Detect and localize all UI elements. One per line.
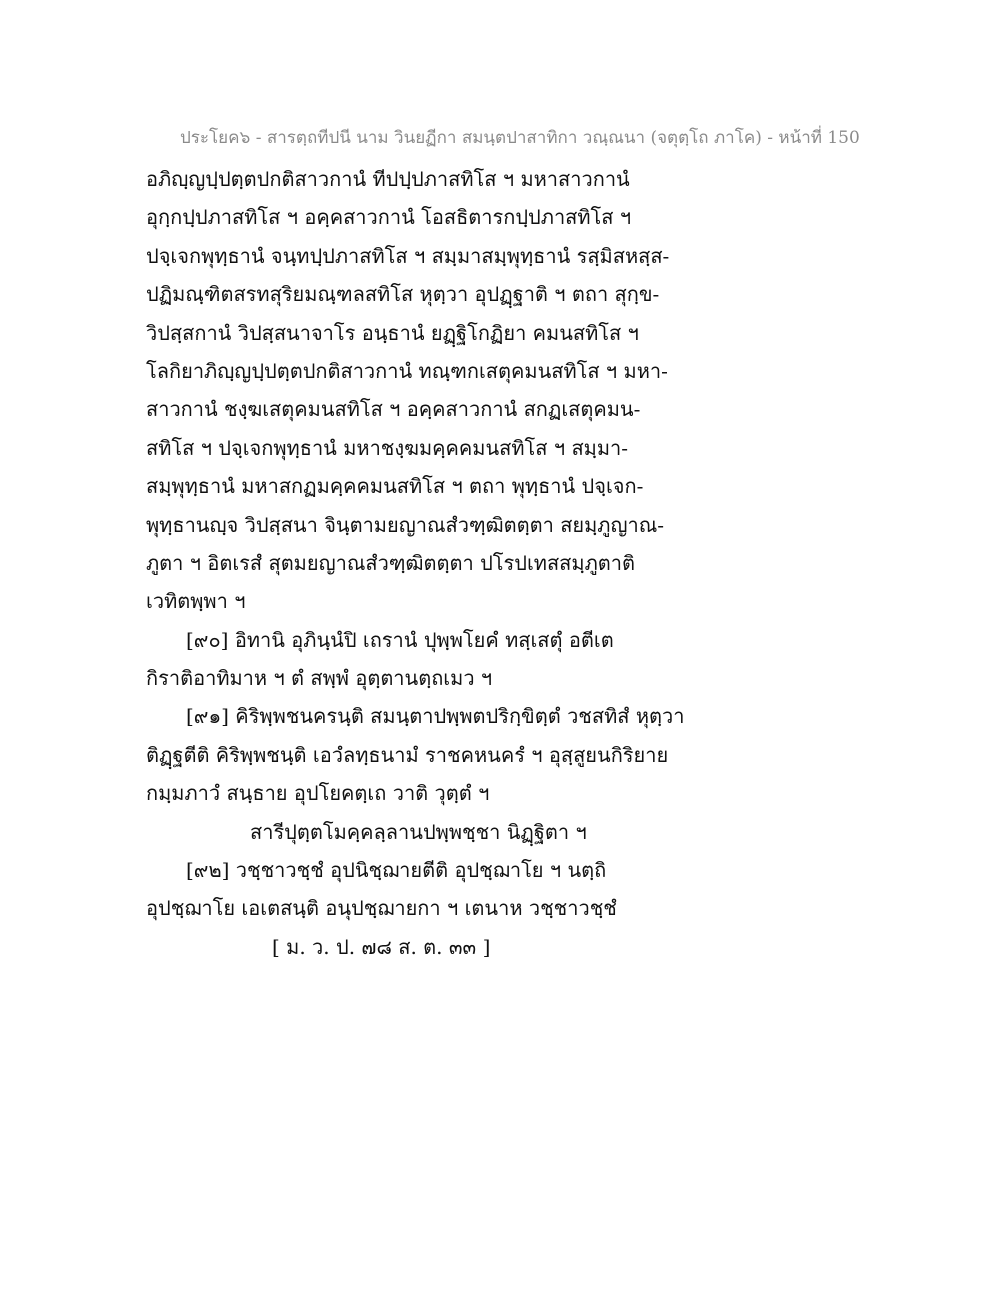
section-closing-verse: สารีปุตฺตโมคฺคลฺลานปพฺพชฺชา นิฏฺฐิตา ฯ — [250, 819, 587, 844]
text-line: พุทฺธานญฺจ วิปสฺสนา จินฺตามยญาณสํวฑฺฒิตตฺตา สยมฺภูญาณ- — [146, 512, 665, 537]
source-reference: [ ม. ว. ป. ๗๘ ส. ต. ๓๓ ] — [272, 934, 491, 959]
text-line: สทิโส ฯ ปจฺเจกพุทฺธานํ มหาชงฺฆมคฺคคมนสทิโส ฯ สมฺมา- — [146, 435, 629, 460]
paragraph-90-first-line: [๙๐] อิทานิ อุภินฺนํปิ เถรานํ ปุพฺพโยคํ ทสฺเสตุํ อตีเต — [186, 627, 614, 652]
text-line: อุปชฺฌาโย เอเตสนฺติ อนุปชฺฌายกา ฯ เตนาห วชฺชาวชฺชํ — [146, 896, 617, 921]
text-line: กิราติอาทิมาห ฯ ตํ สพฺพํ อุตฺตานตฺถเมว ฯ — [146, 666, 493, 691]
page-body — [146, 160, 866, 966]
text-line: โลกิยาภิญฺญปฺปตฺตปกติสาวกานํ ทณฺฑกเสตุคมนสทิโส ฯ มหา- — [146, 358, 668, 383]
paragraph-92-first-line: [๙๒] วชฺชาวชฺชํ อุปนิชฺฌายตีติ อุปชฺฌาโย ฯ นตฺถิ — [186, 858, 607, 883]
text-line: ปฏิมณฺฑิตสรทสุริยมณฺฑลสทิโส หุตฺวา อุปฏฺฐาติ ฯ ตถา สุกฺข- — [146, 282, 660, 307]
text-line: ติฏฺฐตีติ คิริพฺพชนฺติ เอวํลทฺธนามํ ราชคหนครํ ฯ อุสฺสูยนกิริยาย — [146, 742, 669, 767]
running-header: ประโยค๖ - สารตฺถทีปนี นาม วินยฏีกา สมนฺตปาสาทิกา วณฺณนา (จตุตฺโถ ภาโค) - หน้าที่ 150 — [180, 128, 860, 148]
text-line: กมฺมภาวํ สนฺธาย อุปโยคตฺเถ วาติ วุตฺตํ ฯ — [146, 781, 490, 806]
text-line: ปจฺเจกพุทฺธานํ จนฺทปฺปภาสทิโส ฯ สมฺมาสมฺพุทฺธานํ รสฺมิสหสฺส- — [146, 243, 670, 268]
text-line: อุกฺกปฺปภาสทิโส ฯ อคฺคสาวกานํ โอสธิตารกปฺปภาสทิโส ฯ — [146, 205, 632, 230]
text-line: สาวกานํ ชงฺฆเสตุคมนสทิโส ฯ อคฺคสาวกานํ สกฏเสตุคมน- — [146, 397, 641, 422]
paragraph-91-first-line: [๙๑] คิริพฺพชนครนฺติ สมนฺตาปพฺพตปริกฺขิตฺตํ วชสทิสํ หุตฺวา — [186, 704, 685, 729]
text-line: สมฺพุทฺธานํ มหาสกฏมคฺคคมนสทิโส ฯ ตถา พุทฺธานํ ปจฺเจก- — [146, 474, 644, 499]
text-line: วิปสฺสกานํ วิปสฺสนาจาโร อนฺธานํ ยฏฺฐิโกฏิยา คมนสทิโส ฯ — [146, 320, 639, 345]
text-line: เวทิตพฺพา ฯ — [146, 589, 246, 614]
text-line: อภิญฺญปฺปตฺตปกติสาวกานํ ทีปปฺปภาสทิโส ฯ มหาสาวกานํ — [146, 167, 630, 191]
text-line: ภูตา ฯ อิตเรสํ สุตมยญาณสํวฑฺฒิตตฺตา ปโรปเทสสมฺภูตาติ — [146, 550, 635, 575]
